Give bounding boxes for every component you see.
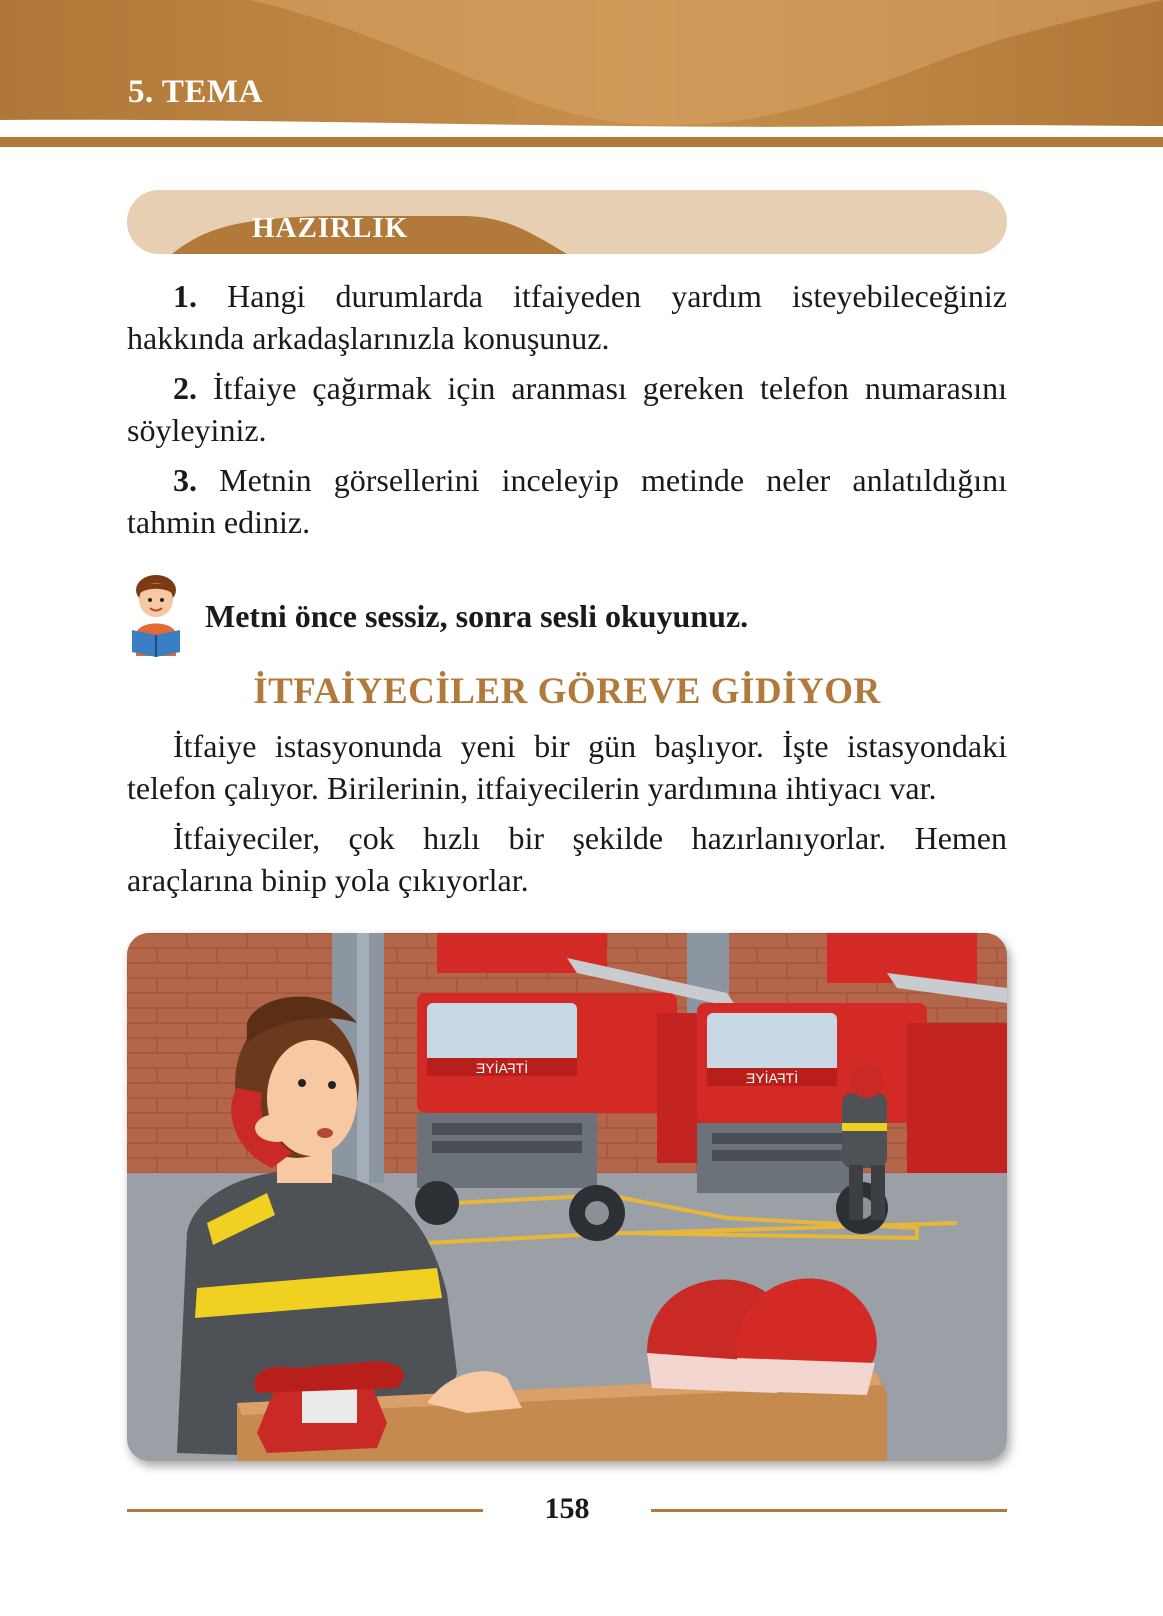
fire-helmets bbox=[647, 1279, 877, 1395]
page-number: 158 bbox=[544, 1492, 590, 1525]
truck-label-left: İTFAİYE bbox=[475, 1060, 529, 1076]
preparation-title: HAZIRLIK bbox=[252, 212, 409, 244]
section-label: 5. TEMA bbox=[128, 74, 263, 110]
question-3: 3. Metnin görsellerini inceleyip metinde neler anlatıldığını tahmin ediniz. bbox=[127, 462, 1007, 540]
footer-rule-left bbox=[127, 1509, 483, 1512]
reading-child-icon bbox=[126, 572, 186, 658]
footer-rule-right bbox=[651, 1509, 1007, 1512]
truck-label-right: İTFAİYE bbox=[745, 1070, 799, 1086]
fire-station-illustration bbox=[127, 933, 1007, 1461]
story-paragraph-2: İtfaiyeciler, çok hızlı bir şekilde hazırlanıyorlar. Hemen araçlarına binip yola çıkıyorlar. bbox=[127, 820, 1007, 898]
question-1: 1. Hangi durumlarda itfaiyeden yardım isteyebileceğiniz hakkında arkadaşlarınızla konuşunuz. bbox=[127, 278, 1007, 356]
question-2: 2. İtfaiye çağırmak için aranması gereken telefon numarasını söyleyiniz. bbox=[127, 370, 1007, 448]
story-title: İTFAİYECİLER GÖREVE GİDİYOR bbox=[253, 671, 881, 712]
reading-instruction: Metni önce sessiz, sonra sesli okuyunuz. bbox=[205, 598, 749, 634]
story-paragraph-1: İtfaiye istasyonunda yeni bir gün başlıyor. İşte istasyondaki telefon çalıyor. Birilerinin, itfaiyecilerin yardımına ihtiyacı var. bbox=[127, 728, 1007, 806]
